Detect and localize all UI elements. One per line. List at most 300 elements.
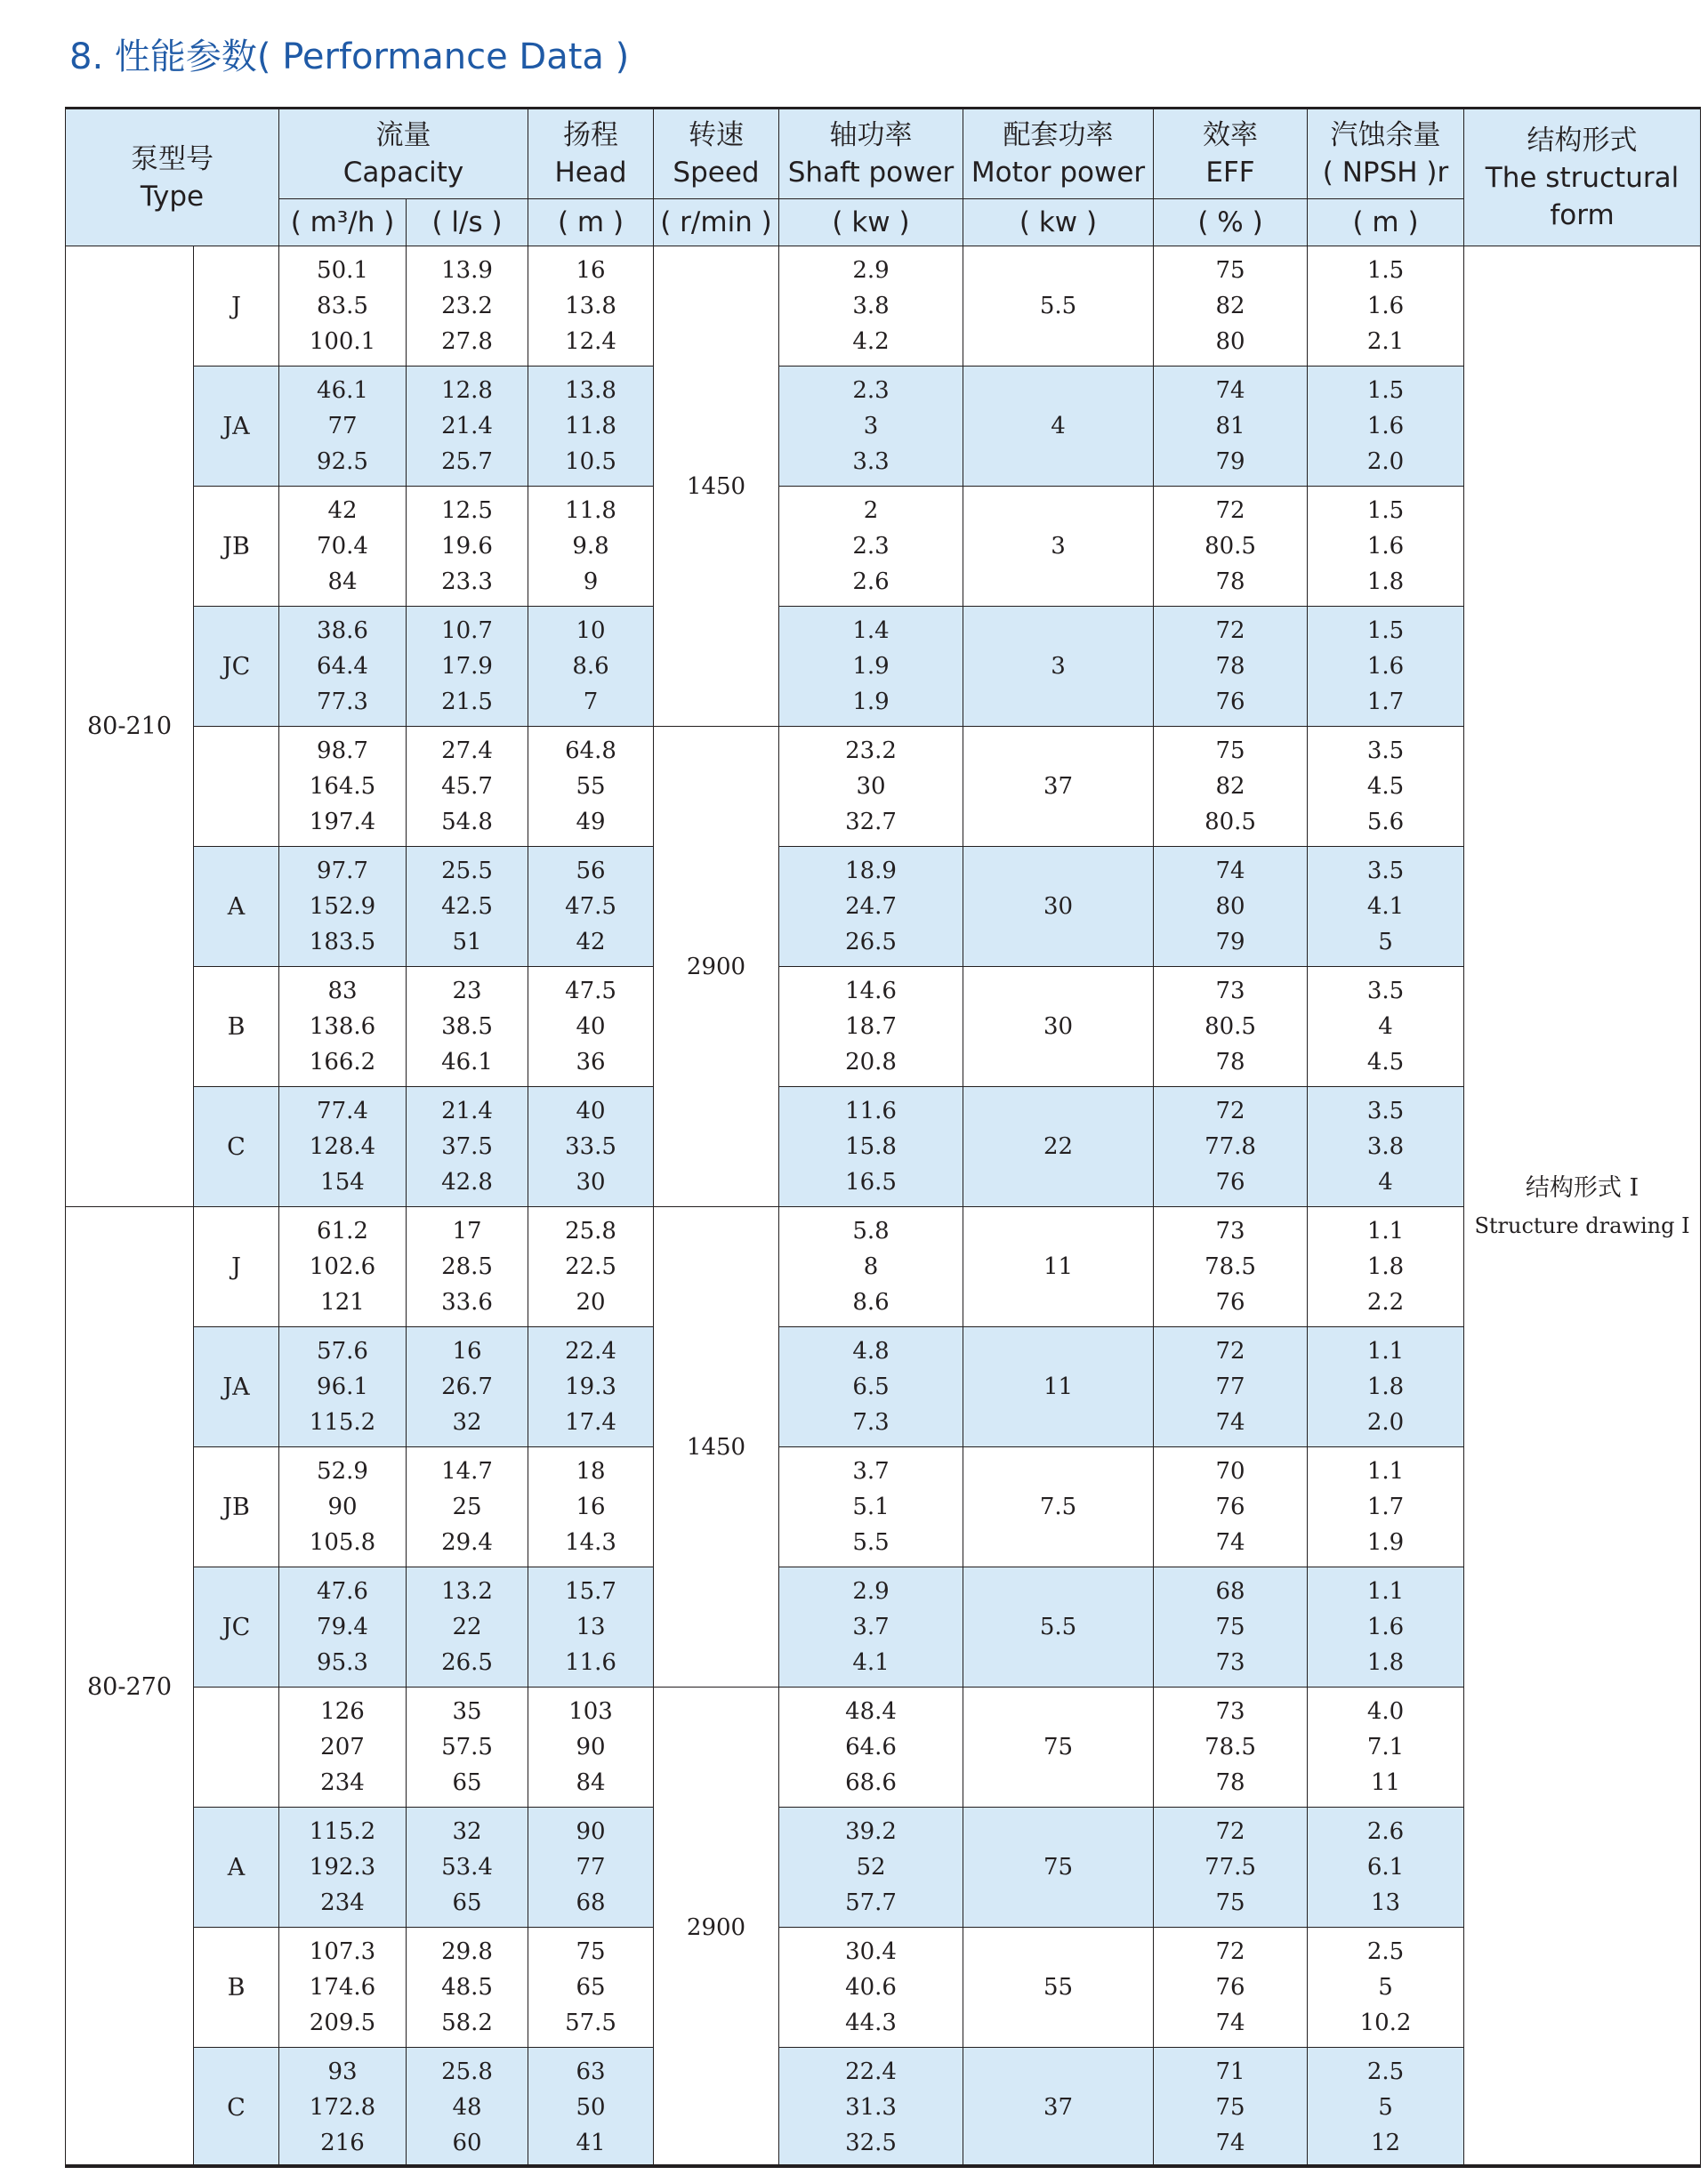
header-shaft-power: 轴功率 Shaft power (779, 109, 963, 199)
efficiency-cell (1154, 367, 1308, 487)
head-cell (528, 367, 654, 487)
capacity-ls-cell-value: 42.5 (441, 893, 493, 920)
head-cell-value: 40 (576, 1098, 606, 1124)
capacity-ls-cell (407, 1207, 528, 1327)
pump-model-cell: 80-210 (66, 246, 194, 1207)
npsh-cell-value: 1.5 (1366, 497, 1405, 524)
npsh-cell-value: 1.8 (1366, 568, 1405, 595)
capacity-m3h-cell-value: 77.4 (317, 1098, 368, 1124)
capacity-ls-cell-value: 12.8 (441, 377, 493, 404)
capacity-m3h-cell-value: 102.6 (309, 1253, 376, 1280)
capacity-ls-cell-value: 26.5 (441, 1649, 493, 1676)
npsh-cell-value: 12 (1370, 2130, 1401, 2156)
efficiency-cell (1154, 246, 1308, 367)
npsh-cell-value: 4.5 (1366, 773, 1405, 800)
capacity-ls-cell (407, 1928, 528, 2048)
npsh-cell (1308, 607, 1464, 727)
table-header (66, 109, 1701, 246)
table-row (66, 2048, 1701, 2168)
head-cell-value: 18 (576, 1458, 606, 1485)
capacity-m3h-cell-value: 38.6 (317, 617, 368, 644)
capacity-m3h-cell-value: 172.8 (309, 2094, 376, 2121)
capacity-m3h-cell (279, 1207, 407, 1327)
capacity-m3h-cell (279, 1447, 407, 1567)
variant-cell (194, 727, 279, 847)
motor-power-cell: 37 (963, 2048, 1154, 2168)
variant-cell: C (194, 2048, 279, 2168)
variant-cell: B (194, 1928, 279, 2048)
capacity-m3h-cell (279, 1087, 407, 1207)
capacity-ls-cell-value: 33.6 (441, 1289, 493, 1316)
shaft-power-cell-value: 40.6 (845, 1974, 897, 2001)
capacity-ls-cell-value: 23.2 (441, 293, 493, 319)
efficiency-cell-value: 76 (1215, 1494, 1245, 1520)
capacity-ls-cell-value: 29.4 (441, 1529, 493, 1556)
npsh-cell (1308, 1567, 1464, 1688)
npsh-cell-value: 3.5 (1366, 1098, 1405, 1124)
shaft-power-cell (779, 487, 963, 607)
capacity-m3h-cell-value: 61.2 (317, 1218, 368, 1245)
efficiency-cell-value: 73 (1215, 1698, 1245, 1725)
shaft-power-cell-value: 57.7 (845, 1889, 897, 1916)
capacity-m3h-cell (279, 1928, 407, 2048)
efficiency-cell-value: 73 (1215, 1218, 1245, 1245)
capacity-m3h-cell-value: 47.6 (317, 1578, 368, 1605)
npsh-cell-value: 4.5 (1366, 1049, 1405, 1075)
head-cell-value: 90 (576, 1734, 606, 1760)
head-cell-value: 84 (576, 1769, 606, 1796)
capacity-m3h-cell-value: 97.7 (317, 858, 368, 884)
head-cell-value: 14.3 (565, 1529, 616, 1556)
motor-power-cell: 11 (963, 1207, 1154, 1327)
head-cell (528, 1688, 654, 1808)
capacity-m3h-cell (279, 727, 407, 847)
motor-power-cell: 5.5 (963, 1567, 1154, 1688)
efficiency-cell-value: 82 (1215, 773, 1245, 800)
head-cell-value: 10 (576, 617, 606, 644)
capacity-m3h-cell-value: 83 (327, 978, 358, 1004)
capacity-m3h-cell-value: 174.6 (309, 1974, 376, 2001)
pump-model-cell: 80-270 (66, 1207, 194, 2168)
capacity-ls-cell-value: 21.4 (441, 413, 493, 439)
shaft-power-cell-value: 1.4 (852, 617, 890, 644)
table-row (66, 1928, 1701, 2048)
npsh-cell (1308, 847, 1464, 967)
capacity-m3h-cell-value: 100.1 (309, 328, 376, 355)
capacity-m3h-cell (279, 1808, 407, 1928)
efficiency-cell-value: 73 (1215, 978, 1245, 1004)
efficiency-cell (1154, 487, 1308, 607)
efficiency-cell-value: 79 (1215, 929, 1245, 955)
efficiency-cell-value: 72 (1215, 1338, 1245, 1365)
efficiency-cell-value: 76 (1215, 689, 1245, 715)
head-cell-value: 65 (576, 1974, 606, 2001)
npsh-cell-value: 2.5 (1366, 1938, 1405, 1965)
capacity-ls-cell-value: 35 (452, 1698, 482, 1725)
efficiency-cell-value: 78.5 (1204, 1734, 1256, 1760)
speed-cell: 1450 (654, 1207, 779, 1688)
head-cell-value: 17.4 (565, 1409, 616, 1436)
shaft-power-cell-value: 30 (856, 773, 886, 800)
capacity-m3h-cell-value: 216 (320, 2130, 365, 2156)
capacity-m3h-cell-value: 84 (327, 568, 358, 595)
motor-power-cell: 5.5 (963, 246, 1154, 367)
capacity-m3h-cell-value: 197.4 (309, 809, 376, 835)
shaft-power-cell-value: 44.3 (845, 2010, 897, 2036)
npsh-cell-value: 2.0 (1366, 448, 1405, 475)
capacity-m3h-cell-value: 128.4 (309, 1133, 376, 1160)
capacity-ls-cell-value: 29.8 (441, 1938, 493, 1965)
head-cell (528, 1808, 654, 1928)
motor-power-cell: 3 (963, 607, 1154, 727)
capacity-ls-cell-value: 19.6 (441, 533, 493, 560)
capacity-ls-cell-value: 10.7 (441, 617, 493, 644)
shaft-power-cell-value: 24.7 (845, 893, 897, 920)
shaft-power-cell-value: 18.7 (845, 1013, 897, 1040)
efficiency-cell-value: 73 (1215, 1649, 1245, 1676)
npsh-cell (1308, 367, 1464, 487)
header-motor-power: 配套功率 Motor power (963, 109, 1154, 199)
efficiency-cell-value: 82 (1215, 293, 1245, 319)
shaft-power-cell-value: 3 (863, 413, 879, 439)
capacity-ls-cell-value: 16 (452, 1338, 482, 1365)
npsh-cell-value: 1.6 (1366, 413, 1405, 439)
capacity-ls-cell (407, 1808, 528, 1928)
capacity-ls-cell (407, 1087, 528, 1207)
head-cell-value: 42 (576, 929, 606, 955)
npsh-cell-value: 1.8 (1366, 1253, 1405, 1280)
npsh-cell (1308, 727, 1464, 847)
head-cell-value: 10.5 (565, 448, 616, 475)
header-npsh: 汽蚀余量 ( NPSH )r (1308, 109, 1464, 199)
capacity-ls-cell-value: 42.8 (441, 1169, 493, 1196)
efficiency-cell-value: 76 (1215, 1974, 1245, 2001)
capacity-m3h-cell-value: 64.4 (317, 653, 368, 680)
shaft-power-cell-value: 3.7 (852, 1458, 890, 1485)
capacity-m3h-cell-value: 57.6 (317, 1338, 368, 1365)
header-structure: 结构形式 The structural form (1464, 109, 1701, 246)
shaft-power-cell (779, 1688, 963, 1808)
capacity-m3h-cell-value: 42 (327, 497, 358, 524)
npsh-cell (1308, 1087, 1464, 1207)
capacity-ls-cell (407, 727, 528, 847)
capacity-m3h-cell-value: 183.5 (309, 929, 376, 955)
efficiency-cell (1154, 1087, 1308, 1207)
capacity-m3h-cell (279, 1327, 407, 1447)
capacity-ls-cell (407, 2048, 528, 2168)
variant-cell: JA (194, 1327, 279, 1447)
head-cell-value: 19.3 (565, 1373, 616, 1400)
shaft-power-cell (779, 607, 963, 727)
capacity-ls-cell-value: 51 (452, 929, 482, 955)
efficiency-cell-value: 75 (1215, 1889, 1245, 1916)
head-cell-value: 47.5 (565, 893, 616, 920)
npsh-cell-value: 6.1 (1366, 1854, 1405, 1881)
npsh-cell-value: 3.5 (1366, 978, 1405, 1004)
head-cell (528, 727, 654, 847)
capacity-m3h-cell-value: 107.3 (309, 1938, 376, 1965)
shaft-power-cell-value: 3.3 (852, 448, 890, 475)
capacity-ls-cell (407, 1327, 528, 1447)
shaft-power-cell (779, 1327, 963, 1447)
motor-power-cell: 22 (963, 1087, 1154, 1207)
head-cell-value: 36 (576, 1049, 606, 1075)
head-cell-value: 56 (576, 858, 606, 884)
motor-power-cell: 30 (963, 967, 1154, 1087)
capacity-ls-cell-value: 65 (452, 1889, 482, 1916)
variant-cell: A (194, 847, 279, 967)
shaft-power-cell-value: 23.2 (845, 737, 897, 764)
shaft-power-cell-value: 20.8 (845, 1049, 897, 1075)
capacity-m3h-cell (279, 487, 407, 607)
table-row (66, 847, 1701, 967)
table-row (66, 1567, 1701, 1688)
header-speed: 转速 Speed (654, 109, 779, 199)
shaft-power-cell (779, 367, 963, 487)
head-cell-value: 50 (576, 2094, 606, 2121)
capacity-ls-cell-value: 21.4 (441, 1098, 493, 1124)
head-cell (528, 1567, 654, 1688)
head-cell (528, 2048, 654, 2168)
head-cell (528, 246, 654, 367)
shaft-power-cell-value: 2.9 (852, 1578, 890, 1605)
head-cell (528, 967, 654, 1087)
head-cell-value: 103 (568, 1698, 613, 1725)
shaft-power-cell-value: 2 (863, 497, 879, 524)
efficiency-cell-value: 72 (1215, 1938, 1245, 1965)
header-type: 泵型号 Type (66, 109, 279, 246)
capacity-m3h-cell-value: 95.3 (317, 1649, 368, 1676)
table-bottom-rule (65, 2164, 1700, 2167)
unit-ls: ( l/s ) (407, 199, 528, 246)
capacity-ls-cell-value: 60 (452, 2130, 482, 2156)
capacity-m3h-cell-value: 154 (320, 1169, 365, 1196)
shaft-power-cell-value: 1.9 (852, 689, 890, 715)
variant-cell: JC (194, 607, 279, 727)
capacity-m3h-cell-value: 50.1 (317, 257, 368, 284)
efficiency-cell (1154, 727, 1308, 847)
npsh-cell-value: 2.0 (1366, 1409, 1405, 1436)
structure-label-en: Structure drawing I (1474, 1212, 1690, 1238)
efficiency-cell-value: 70 (1215, 1458, 1245, 1485)
capacity-m3h-cell-value: 209.5 (309, 2010, 376, 2036)
npsh-cell-value: 4 (1378, 1169, 1393, 1196)
capacity-ls-cell-value: 32 (452, 1818, 482, 1845)
shaft-power-cell-value: 2.6 (852, 568, 890, 595)
unit-m3h: ( m³/h ) (279, 199, 407, 246)
capacity-m3h-cell-value: 77.3 (317, 689, 368, 715)
unit-npsh: ( m ) (1308, 199, 1464, 246)
efficiency-cell-value: 80.5 (1204, 809, 1256, 835)
capacity-m3h-cell-value: 115.2 (309, 1409, 376, 1436)
head-cell (528, 1447, 654, 1567)
header-efficiency: 效率 EFF (1154, 109, 1308, 199)
capacity-m3h-cell (279, 967, 407, 1087)
npsh-cell (1308, 487, 1464, 607)
npsh-cell (1308, 1207, 1464, 1327)
head-cell-value: 13.8 (565, 377, 616, 404)
head-cell-value: 13 (576, 1614, 606, 1640)
table-row (66, 367, 1701, 487)
table-row (66, 967, 1701, 1087)
shaft-power-cell (779, 1808, 963, 1928)
npsh-cell (1308, 1808, 1464, 1928)
shaft-power-cell (779, 847, 963, 967)
capacity-ls-cell-value: 48.5 (441, 1974, 493, 2001)
shaft-power-cell-value: 8 (863, 1253, 879, 1280)
table-row (66, 1087, 1701, 1207)
capacity-ls-cell (407, 246, 528, 367)
capacity-ls-cell-value: 46.1 (441, 1049, 493, 1075)
npsh-cell (1308, 2048, 1464, 2168)
table-body (66, 246, 1701, 2168)
shaft-power-cell-value: 4.1 (852, 1649, 890, 1676)
capacity-m3h-cell-value: 77 (327, 413, 358, 439)
head-cell-value: 11.8 (565, 413, 616, 439)
capacity-m3h-cell-value: 105.8 (309, 1529, 376, 1556)
header-capacity: 流量 Capacity (279, 109, 528, 199)
head-cell (528, 1087, 654, 1207)
efficiency-cell-value: 74 (1215, 2130, 1245, 2156)
head-cell-value: 11.6 (565, 1649, 616, 1676)
efficiency-cell-value: 72 (1215, 1818, 1245, 1845)
shaft-power-cell-value: 3.8 (852, 293, 890, 319)
capacity-ls-cell-value: 57.5 (441, 1734, 493, 1760)
variant-cell: JA (194, 367, 279, 487)
capacity-ls-cell-value: 48 (452, 2094, 482, 2121)
capacity-m3h-cell-value: 164.5 (309, 773, 376, 800)
speed-cell: 2900 (654, 727, 779, 1207)
npsh-cell-value: 4 (1378, 1013, 1393, 1040)
capacity-m3h-cell-value: 92.5 (317, 448, 368, 475)
table-row (66, 487, 1701, 607)
capacity-ls-cell (407, 967, 528, 1087)
efficiency-cell-value: 72 (1215, 497, 1245, 524)
shaft-power-cell (779, 1447, 963, 1567)
capacity-m3h-cell-value: 192.3 (309, 1854, 376, 1881)
capacity-ls-cell (407, 847, 528, 967)
efficiency-cell-value: 72 (1215, 1098, 1245, 1124)
capacity-ls-cell-value: 25 (452, 1494, 482, 1520)
variant-cell: JB (194, 487, 279, 607)
efficiency-cell-value: 78 (1215, 653, 1245, 680)
capacity-m3h-cell-value: 115.2 (309, 1818, 376, 1845)
shaft-power-cell-value: 22.4 (845, 2058, 897, 2085)
shaft-power-cell-value: 64.6 (845, 1734, 897, 1760)
capacity-m3h-cell-value: 96.1 (317, 1373, 368, 1400)
capacity-m3h-cell (279, 246, 407, 367)
efficiency-cell (1154, 2048, 1308, 2168)
capacity-m3h-cell-value: 46.1 (317, 377, 368, 404)
unit-m: ( m ) (528, 199, 654, 246)
npsh-cell-value: 2.1 (1366, 328, 1405, 355)
unit-kw-motor: ( kw ) (963, 199, 1154, 246)
variant-cell: J (194, 1207, 279, 1327)
capacity-ls-cell-value: 58.2 (441, 2010, 493, 2036)
capacity-m3h-cell (279, 1567, 407, 1688)
head-cell-value: 77 (576, 1854, 606, 1881)
npsh-cell-value: 1.1 (1366, 1338, 1405, 1365)
npsh-cell-value: 1.1 (1366, 1458, 1405, 1485)
efficiency-cell-value: 75 (1215, 737, 1245, 764)
efficiency-cell (1154, 1567, 1308, 1688)
shaft-power-cell-value: 32.7 (845, 809, 897, 835)
efficiency-cell (1154, 1447, 1308, 1567)
motor-power-cell: 4 (963, 367, 1154, 487)
npsh-cell-value: 1.8 (1366, 1373, 1405, 1400)
efficiency-cell (1154, 1207, 1308, 1327)
npsh-cell-value: 1.7 (1366, 1494, 1405, 1520)
shaft-power-cell-value: 4.2 (852, 328, 890, 355)
npsh-cell-value: 2.5 (1366, 2058, 1405, 2085)
shaft-power-cell-value: 3.7 (852, 1614, 890, 1640)
efficiency-cell-value: 74 (1215, 858, 1245, 884)
page-title: 8. 性能参数( Performance Data ) (69, 36, 630, 77)
variant-cell: J (194, 246, 279, 367)
shaft-power-cell-value: 48.4 (845, 1698, 897, 1725)
variant-cell (194, 1688, 279, 1808)
shaft-power-cell-value: 5.8 (852, 1218, 890, 1245)
head-cell-value: 7 (583, 689, 599, 715)
unit-pct: ( % ) (1154, 199, 1308, 246)
variant-cell: C (194, 1087, 279, 1207)
npsh-cell-value: 1.6 (1366, 533, 1405, 560)
efficiency-cell-value: 77 (1215, 1373, 1245, 1400)
head-cell-value: 40 (576, 1013, 606, 1040)
efficiency-cell-value: 77.8 (1204, 1133, 1256, 1160)
shaft-power-cell-value: 15.8 (845, 1133, 897, 1160)
head-cell-value: 64.8 (565, 737, 616, 764)
shaft-power-cell (779, 1207, 963, 1327)
capacity-m3h-cell-value: 126 (320, 1698, 365, 1725)
shaft-power-cell-value: 1.9 (852, 653, 890, 680)
efficiency-cell-value: 77.5 (1204, 1854, 1256, 1881)
speed-cell: 2900 (654, 1688, 779, 2168)
variant-cell: A (194, 1808, 279, 1928)
capacity-m3h-cell-value: 234 (320, 1769, 365, 1796)
capacity-ls-cell (407, 1688, 528, 1808)
efficiency-cell (1154, 1688, 1308, 1808)
efficiency-cell-value: 79 (1215, 448, 1245, 475)
table-row (66, 607, 1701, 727)
head-cell-value: 49 (576, 809, 606, 835)
npsh-cell-value: 5 (1378, 929, 1393, 955)
head-cell-value: 16 (576, 1494, 606, 1520)
capacity-ls-cell-value: 21.5 (441, 689, 493, 715)
npsh-cell-value: 1.6 (1366, 293, 1405, 319)
npsh-cell (1308, 1447, 1464, 1567)
head-cell-value: 16 (576, 257, 606, 284)
capacity-ls-cell-value: 45.7 (441, 773, 493, 800)
head-cell-value: 63 (576, 2058, 606, 2085)
shaft-power-cell (779, 727, 963, 847)
npsh-cell-value: 1.1 (1366, 1578, 1405, 1605)
npsh-cell-value: 1.5 (1366, 257, 1405, 284)
shaft-power-cell (779, 1087, 963, 1207)
shaft-power-cell-value: 14.6 (845, 978, 897, 1004)
efficiency-cell-value: 74 (1215, 377, 1245, 404)
capacity-ls-cell-value: 38.5 (441, 1013, 493, 1040)
shaft-power-cell-value: 5.5 (852, 1529, 890, 1556)
npsh-cell-value: 1.6 (1366, 1614, 1405, 1640)
efficiency-cell (1154, 967, 1308, 1087)
head-cell-value: 47.5 (565, 978, 616, 1004)
efficiency-cell-value: 81 (1215, 413, 1245, 439)
variant-cell: B (194, 967, 279, 1087)
npsh-cell-value: 1.7 (1366, 689, 1405, 715)
efficiency-cell (1154, 1808, 1308, 1928)
capacity-ls-cell-value: 25.8 (441, 2058, 493, 2085)
